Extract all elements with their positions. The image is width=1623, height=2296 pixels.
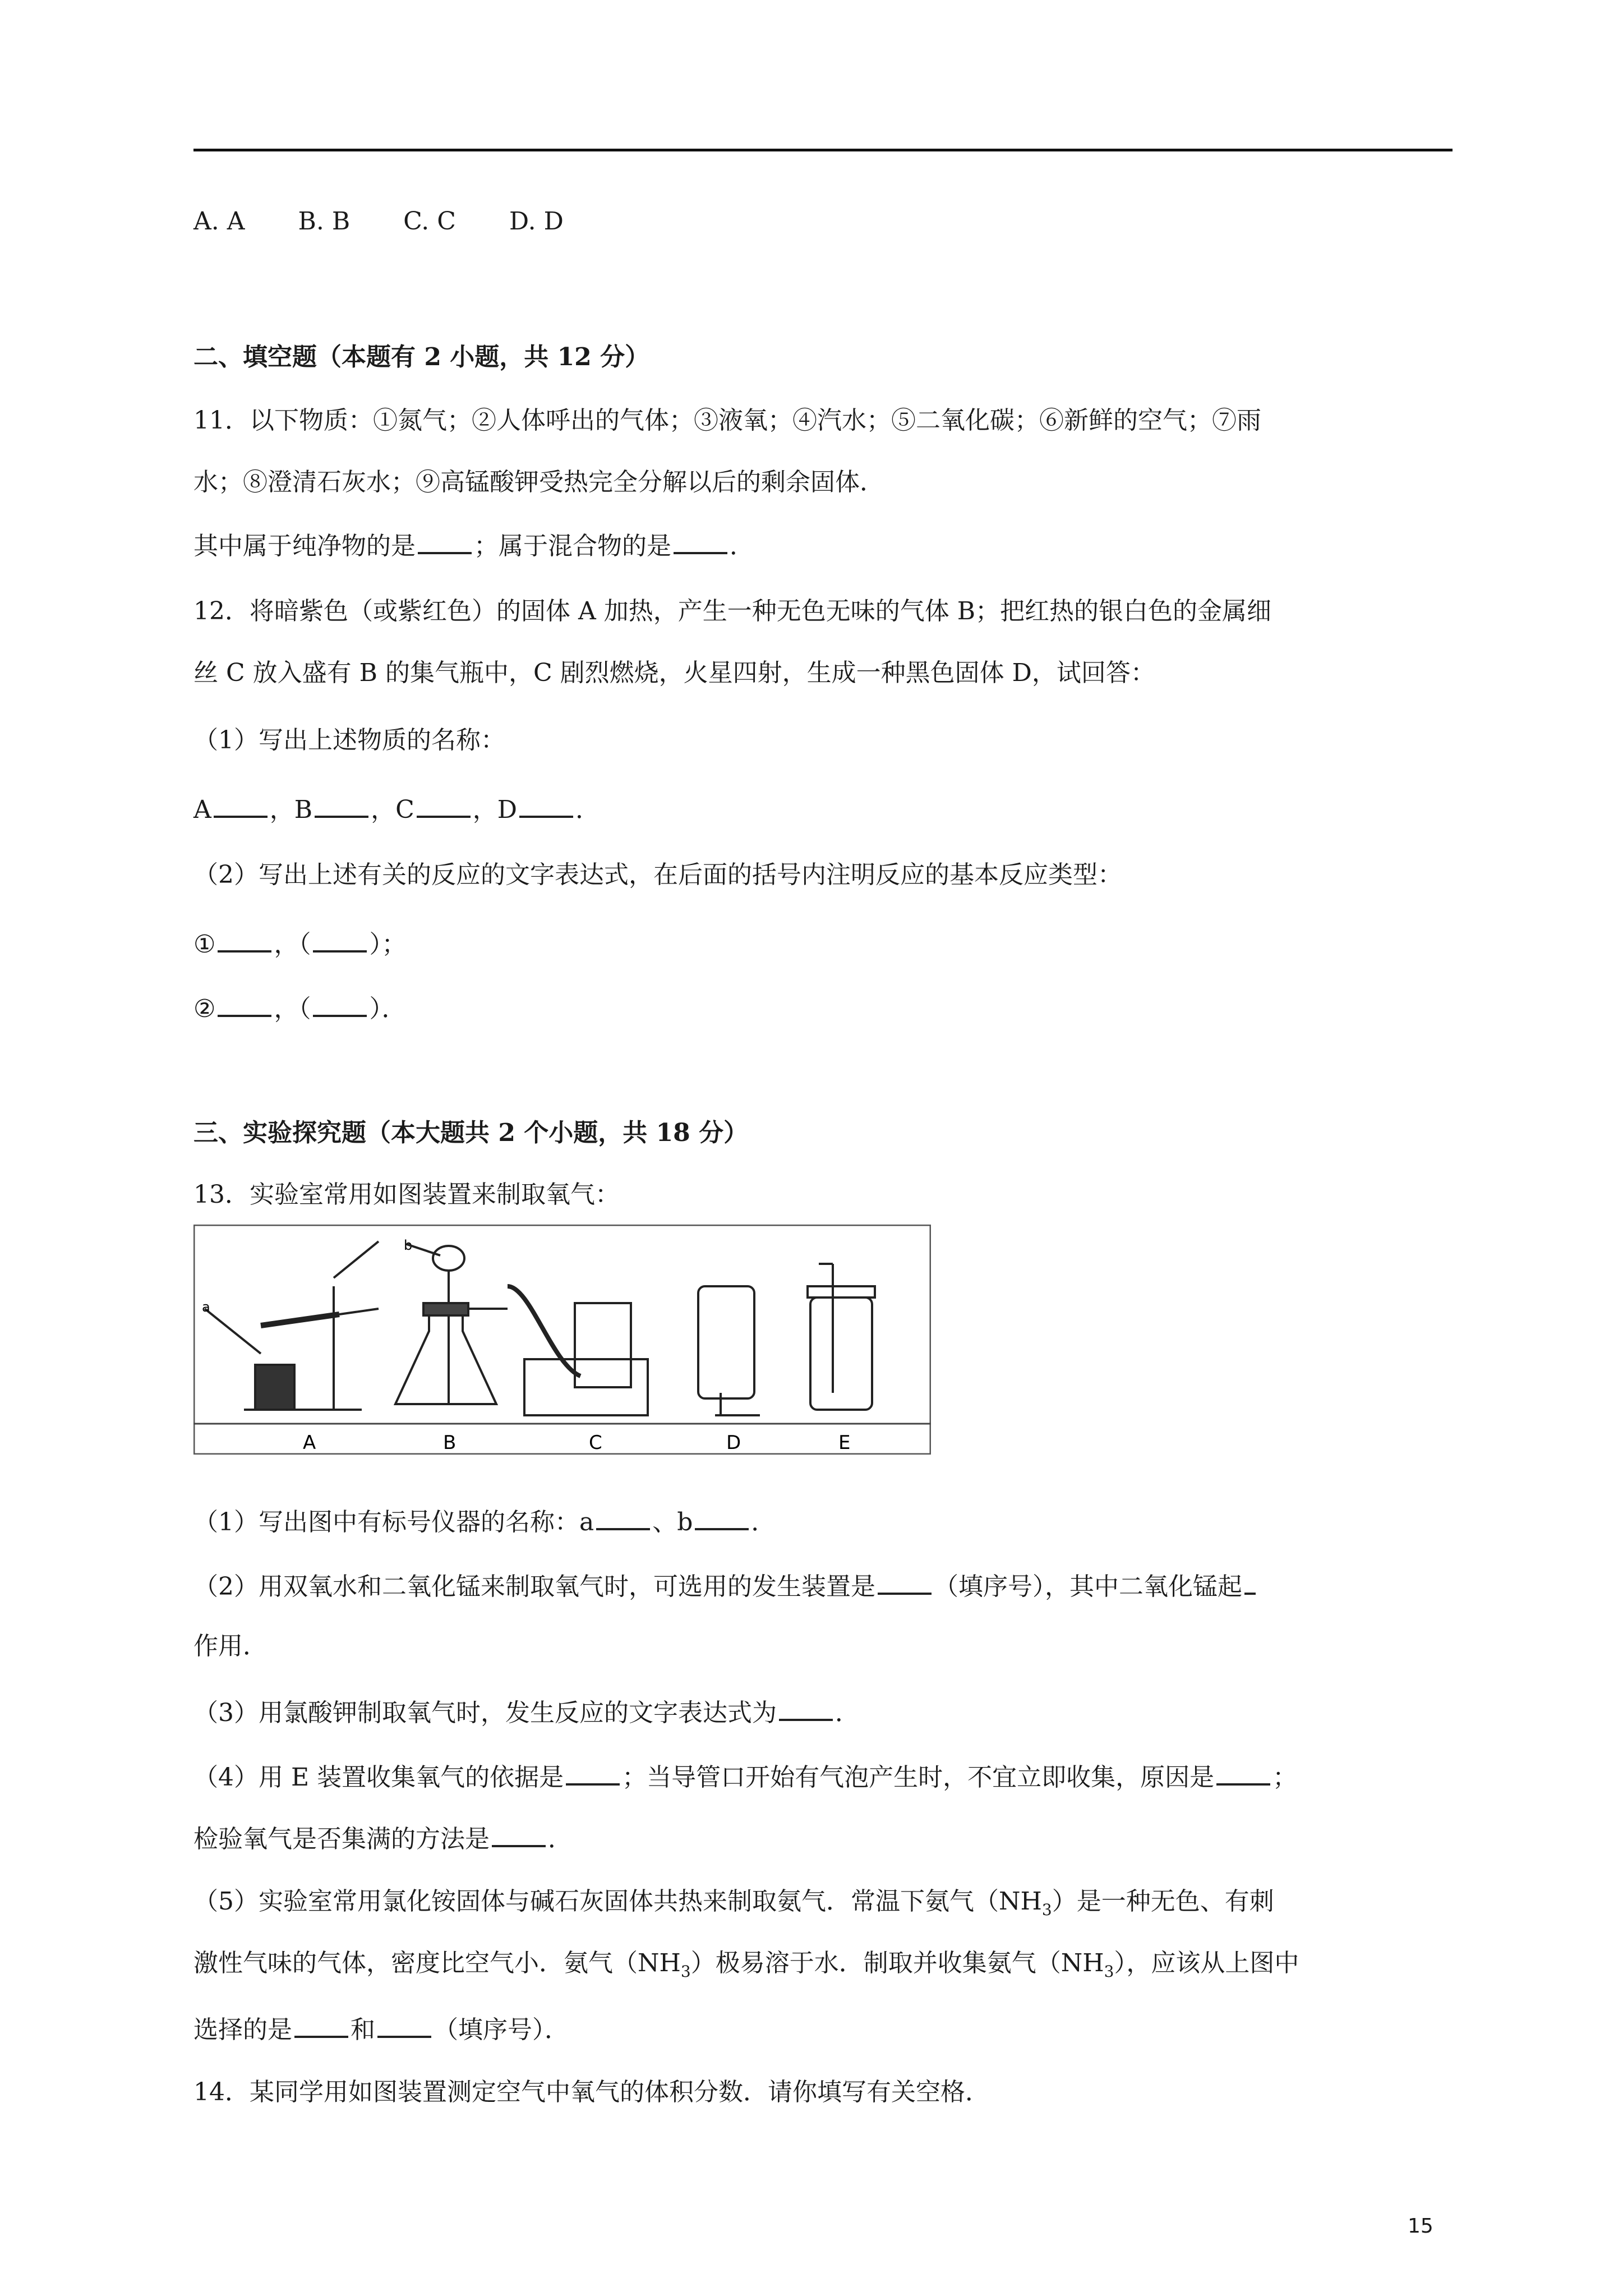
apparatus-a: [205, 1241, 379, 1410]
page-number: 15: [1408, 2215, 1433, 2238]
text: ，C: [371, 795, 414, 824]
text: ）极易溶于水．制取并收集氨气（NH: [690, 1949, 1104, 1977]
answer-blank[interactable]: [674, 527, 727, 554]
answer-blank[interactable]: [214, 791, 268, 818]
choice-d: D. D: [509, 207, 564, 236]
q13-p5c: [193, 2011, 569, 2047]
text: 检验氧气是否集满的方法是: [193, 1825, 490, 1853]
text: 激性气味的气体，密度比空气小．氨气（NH: [193, 1949, 681, 1977]
text: （4）用 E 装置收集氧气的依据是: [193, 1763, 564, 1792]
answer-blank[interactable]: [695, 1503, 749, 1530]
header-rule: [193, 149, 1453, 151]
q13-p4a: [193, 1759, 1297, 1795]
text: ①: [193, 930, 216, 959]
apparatus-b: [395, 1244, 508, 1404]
answer-blank[interactable]: [377, 2011, 431, 2038]
text: 、b: [652, 1508, 693, 1536]
q13-p4b: [193, 1820, 573, 1856]
label-b: B: [443, 1432, 457, 1454]
text: （1）写出图中有标号仪器的名称：a: [193, 1508, 594, 1536]
text: ．: [730, 532, 754, 560]
answer-blank[interactable]: [218, 990, 271, 1017]
q12-eq2: [193, 990, 406, 1026]
text: ，D: [472, 795, 518, 824]
text: ；属于混合物的是: [474, 532, 671, 560]
subscript: 3: [680, 1962, 691, 1981]
choice-c: C. C: [403, 207, 456, 236]
text: ，（: [274, 930, 311, 959]
answer-blank[interactable]: [519, 791, 573, 818]
text: 和: [351, 2016, 375, 2044]
q12-sub1: （1）写出上述物质的名称：: [193, 726, 505, 754]
text: ）是一种无色、有刺: [1052, 1887, 1274, 1916]
label-d: D: [726, 1432, 741, 1454]
text: （5）实验室常用氯化铵固体与碱石灰固体共热来制取氨气．常温下氨气（NH: [193, 1887, 1042, 1916]
label-e: E: [838, 1432, 851, 1454]
label-c: C: [589, 1432, 602, 1454]
text: （填序号），其中二氧化锰起: [934, 1572, 1242, 1601]
mark-b: b: [404, 1237, 413, 1253]
text: ，（: [274, 995, 311, 1023]
text: ）；: [369, 930, 407, 959]
q12-sub2: （2）写出上述有关的反应的文字表达式，在后面的括号内注明反应的基本反应类型：: [193, 861, 1122, 889]
q13-p2b: 作用．: [193, 1632, 268, 1660]
answer-blank[interactable]: [492, 1820, 546, 1847]
answer-blank[interactable]: [313, 990, 367, 1017]
apparatus-d: [698, 1286, 760, 1415]
answer-blank[interactable]: [566, 1759, 620, 1786]
answer-blank[interactable]: [313, 926, 367, 953]
q13-p2a: [193, 1568, 1258, 1604]
answer-blank[interactable]: [596, 1503, 650, 1530]
text: 选择的是: [193, 2016, 292, 2044]
text: ），应该从上图中: [1114, 1949, 1299, 1977]
choice-b: B. B: [298, 207, 351, 236]
apparatus-figure: [193, 1225, 931, 1455]
q12-names: [193, 791, 600, 827]
answer-blank[interactable]: [878, 1568, 932, 1595]
text: ②: [193, 995, 216, 1023]
text: ．: [751, 1508, 776, 1536]
q14: 14．某同学用如图装置测定空气中氧气的体积分数．请你填写有关空格．: [193, 2078, 990, 2106]
text: ；: [1272, 1763, 1298, 1792]
q12-eq1: [193, 926, 406, 961]
subscript: 3: [1104, 1962, 1114, 1981]
text: ，B: [269, 795, 313, 824]
text: （3）用氯酸钾制取氧气时，发生反应的文字表达式为: [193, 1699, 777, 1727]
text: ；当导管口开始有气泡产生时，不宜立即收集，原因是: [622, 1763, 1215, 1792]
answer-blank[interactable]: [294, 2011, 348, 2038]
q12-line2: 丝 C 放入盛有 B 的集气瓶中，C 剧烈燃烧，火星四射，生成一种黑色固体 D，试回答：: [193, 659, 1155, 687]
q13-p3: [193, 1694, 860, 1730]
choice-a: A. A: [193, 207, 245, 236]
answer-blank[interactable]: [218, 926, 271, 953]
answer-blank[interactable]: [418, 527, 472, 554]
label-a: A: [303, 1432, 316, 1454]
q13-p5b: [193, 1947, 1299, 1989]
text: ）．: [369, 995, 407, 1023]
apparatus-c: [508, 1286, 648, 1415]
text: （填序号）．: [434, 2016, 569, 2044]
section2-heading: 二、填空题（本题有 2 小题，共 12 分）: [193, 343, 650, 371]
choice-row: [193, 205, 617, 238]
text: 其中属于纯净物的是: [193, 532, 416, 560]
text: （2）用双氧水和二氧化锰来制取氧气时，可选用的发生装置是: [193, 1572, 875, 1601]
text: A: [193, 795, 211, 824]
answer-blank[interactable]: [779, 1694, 833, 1721]
q11-line3: [193, 527, 754, 563]
section3-heading: 三、实验探究题（本大题共 2 个小题，共 18 分）: [193, 1119, 749, 1147]
apparatus-e: [808, 1264, 875, 1410]
answer-blank[interactable]: [1216, 1759, 1270, 1786]
answer-blank[interactable]: [1244, 1568, 1256, 1595]
q11-line1: 11．以下物质：①氮气；②人体呼出的气体；③液氧；④汽水；⑤二氧化碳；⑥新鲜的空气；⑦雨: [193, 406, 1261, 435]
mark-a: a: [202, 1299, 210, 1315]
q13-p5a: [193, 1885, 1274, 1927]
apparatus-diagram: [193, 1225, 931, 1455]
q12-line1: 12．将暗紫色（或紫红色）的固体 A 加热，产生一种无色无味的气体 B；把红热的银白色的金属细: [193, 597, 1272, 625]
text: ．: [835, 1699, 860, 1727]
q11-line2: 水；⑧澄清石灰水；⑨高锰酸钾受热完全分解以后的剩余固体．: [193, 468, 884, 496]
text: ．: [548, 1825, 573, 1853]
text: ．: [575, 795, 601, 824]
subscript: 3: [1041, 1900, 1052, 1919]
answer-blank[interactable]: [417, 791, 471, 818]
q13-p1: [193, 1503, 776, 1539]
q13-intro: 13．实验室常用如图装置来制取氧气：: [193, 1180, 620, 1209]
answer-blank[interactable]: [315, 791, 368, 818]
